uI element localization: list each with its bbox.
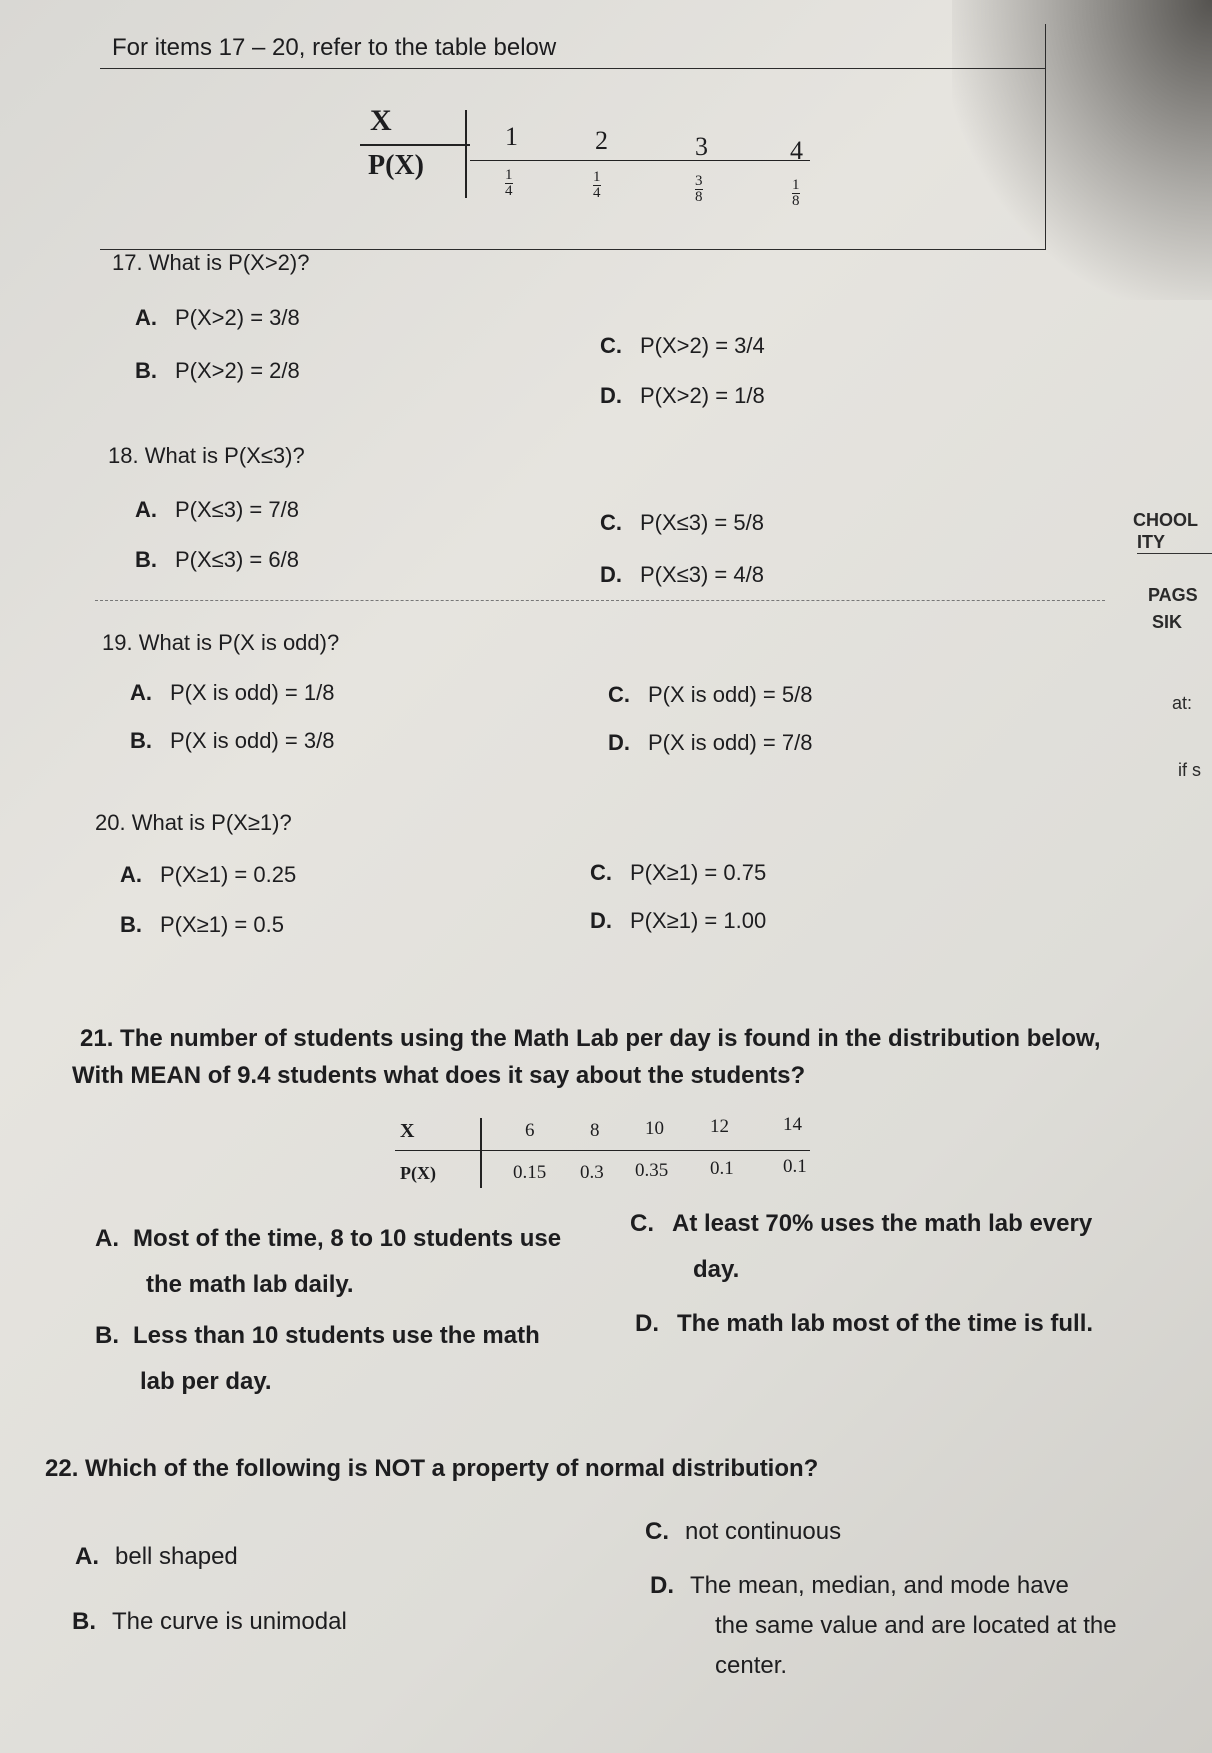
- option-letter: D.: [650, 1572, 674, 1599]
- table-x-value: 1: [505, 122, 518, 151]
- option-text: P(X is odd) = 1/8: [170, 680, 335, 705]
- option-letter: C.: [608, 682, 630, 707]
- q19-option-a[interactable]: [130, 680, 334, 706]
- q21-option-d[interactable]: [635, 1310, 1195, 1338]
- option-letter: C.: [600, 333, 622, 358]
- table-vertical-rule: [480, 1118, 482, 1188]
- q20-option-b[interactable]: [120, 912, 284, 938]
- option-text: P(X≥1) = 0.25: [160, 862, 297, 887]
- option-letter: C.: [600, 510, 622, 535]
- option-letter: B.: [120, 912, 142, 937]
- q21-option-b[interactable]: [95, 1322, 635, 1396]
- q22-option-a[interactable]: [75, 1543, 238, 1571]
- option-text: P(X>2) = 3/4: [640, 333, 765, 358]
- q21-option-c[interactable]: [630, 1210, 1190, 1284]
- table-p-value: $\frac{3}{8}$: [695, 173, 703, 205]
- side-note: if s: [1178, 760, 1202, 780]
- option-text: P(X≤3) = 5/8: [640, 510, 764, 535]
- table-x-value: 12: [710, 1116, 729, 1137]
- table-header-rule: [395, 1150, 810, 1151]
- option-letter: B.: [135, 358, 157, 383]
- option-text: the same value and are located at the: [715, 1612, 1117, 1639]
- q19-option-b[interactable]: [130, 728, 334, 754]
- option-text: P(X>2) = 3/8: [175, 305, 300, 330]
- option-text: center.: [715, 1652, 788, 1679]
- q18-option-c[interactable]: [600, 510, 764, 536]
- option-text: The mean, median, and mode have: [690, 1572, 1069, 1599]
- table-p-value: $\frac{1}{8}$: [792, 177, 800, 209]
- option-text: P(X>2) = 1/8: [640, 383, 765, 408]
- q19-option-d[interactable]: [608, 730, 812, 756]
- option-letter: D.: [600, 562, 622, 587]
- table-p-value: 0.35: [635, 1160, 669, 1181]
- question-18: 18. What is P(X≤3)?: [108, 443, 305, 468]
- table-p-value: 0.1: [710, 1158, 734, 1179]
- table-p-value: $\frac{1}{4}$: [593, 169, 601, 201]
- table-x-value: 6: [525, 1120, 535, 1141]
- option-text: P(X≥1) = 0.5: [160, 912, 284, 937]
- option-text: The math lab most of the time is full.: [677, 1310, 1094, 1337]
- question-22: 22. Which of the following is NOT a property of normal distribution?: [45, 1455, 819, 1482]
- question-21-line2: With MEAN of 9.4 students what does it say about the students?: [72, 1062, 806, 1089]
- table-p-label: P(X): [368, 150, 424, 181]
- option-letter: D.: [600, 383, 622, 408]
- option-letter: D.: [590, 908, 612, 933]
- table-x-value: 3: [695, 132, 708, 161]
- option-letter: A.: [135, 497, 157, 522]
- q21-option-a[interactable]: [95, 1225, 635, 1299]
- option-letter: D.: [608, 730, 630, 755]
- option-text: The curve is unimodal: [112, 1608, 347, 1635]
- side-rule: [1137, 553, 1212, 554]
- q22-option-d[interactable]: [650, 1572, 1205, 1680]
- option-letter: A.: [95, 1225, 119, 1252]
- q19-top-rule: [95, 600, 1105, 601]
- side-note: at:: [1172, 693, 1193, 713]
- probability-table: [350, 100, 830, 210]
- option-text: P(X≤3) = 7/8: [175, 497, 299, 522]
- option-text: P(X>2) = 2/8: [175, 358, 300, 383]
- option-text: bell shaped: [115, 1543, 238, 1570]
- header-instruction: For items 17 – 20, refer to the table below: [112, 34, 557, 61]
- option-letter: B.: [135, 547, 157, 572]
- side-note: PAGS: [1148, 585, 1198, 605]
- table-p-value: 0.1: [783, 1156, 807, 1177]
- question-21-line1: 21. The number of students using the Math Lab per day is found in the distribution below,: [80, 1025, 1101, 1052]
- table-x-value: 4: [790, 136, 803, 165]
- q18-option-b[interactable]: [135, 547, 299, 573]
- option-letter: C.: [645, 1518, 669, 1545]
- q22-option-c[interactable]: [645, 1518, 841, 1546]
- table-x-value: 10: [645, 1118, 664, 1139]
- question-19: 19. What is P(X is odd)?: [102, 630, 340, 655]
- table-values-rule: [470, 160, 810, 161]
- table-p-label: P(X): [400, 1163, 436, 1183]
- option-letter: B.: [130, 728, 152, 753]
- question-20: 20. What is P(X≥1)?: [95, 810, 292, 835]
- option-text: Less than 10 students use the math: [133, 1322, 540, 1349]
- side-note: SIK: [1152, 612, 1183, 632]
- q17-option-c[interactable]: [600, 333, 765, 359]
- option-text: lab per day.: [140, 1368, 272, 1395]
- table-x-value: 14: [783, 1114, 802, 1135]
- option-text: P(X≥1) = 1.00: [630, 908, 767, 933]
- q17-option-d[interactable]: [600, 383, 765, 409]
- q17-option-a[interactable]: [135, 305, 300, 331]
- option-text: not continuous: [685, 1518, 842, 1545]
- table-p-value: $\frac{1}{4}$: [505, 167, 513, 199]
- option-letter: D.: [635, 1310, 659, 1337]
- option-text: P(X is odd) = 3/8: [170, 728, 335, 753]
- q17-option-b[interactable]: [135, 358, 300, 384]
- option-text: P(X is odd) = 5/8: [648, 682, 813, 707]
- option-text: P(X≤3) = 4/8: [640, 562, 764, 587]
- q18-option-d[interactable]: [600, 562, 764, 588]
- q22-option-b[interactable]: [72, 1608, 347, 1636]
- option-text: day.: [693, 1256, 740, 1283]
- side-note: CHOOL: [1133, 510, 1198, 530]
- option-text: Most of the time, 8 to 10 students use: [133, 1225, 562, 1252]
- table-p-value: 0.15: [513, 1162, 547, 1183]
- q20-option-d[interactable]: [590, 908, 766, 934]
- side-note: ITY: [1137, 532, 1166, 552]
- table-header-rule: [360, 144, 470, 146]
- table-x-label: X: [370, 104, 392, 137]
- option-letter: C.: [630, 1210, 654, 1237]
- table-x-label: X: [400, 1120, 415, 1142]
- option-letter: A.: [120, 862, 142, 887]
- option-text: the math lab daily.: [146, 1271, 354, 1298]
- option-letter: A.: [130, 680, 152, 705]
- option-text: P(X is odd) = 7/8: [648, 730, 813, 755]
- table-x-value: 8: [590, 1120, 600, 1141]
- q20-option-c[interactable]: [590, 860, 766, 886]
- question-17: 17. What is P(X>2)?: [112, 250, 310, 275]
- table-x-value: 2: [595, 126, 608, 155]
- q19-option-c[interactable]: [608, 682, 812, 708]
- math-lab-table: [395, 1110, 815, 1190]
- option-text: P(X≥1) = 0.75: [630, 860, 767, 885]
- option-text: P(X≤3) = 6/8: [175, 547, 299, 572]
- option-letter: A.: [135, 305, 157, 330]
- option-text: At least 70% uses the math lab every: [672, 1210, 1093, 1237]
- q20-option-a[interactable]: [120, 862, 296, 888]
- option-letter: C.: [590, 860, 612, 885]
- table-p-value: 0.3: [580, 1162, 604, 1183]
- q18-option-a[interactable]: [135, 497, 299, 523]
- option-letter: A.: [75, 1543, 99, 1570]
- header-divider: [100, 68, 1045, 69]
- option-letter: B.: [72, 1608, 96, 1635]
- table-vertical-rule: [465, 110, 467, 198]
- option-letter: B.: [95, 1322, 119, 1349]
